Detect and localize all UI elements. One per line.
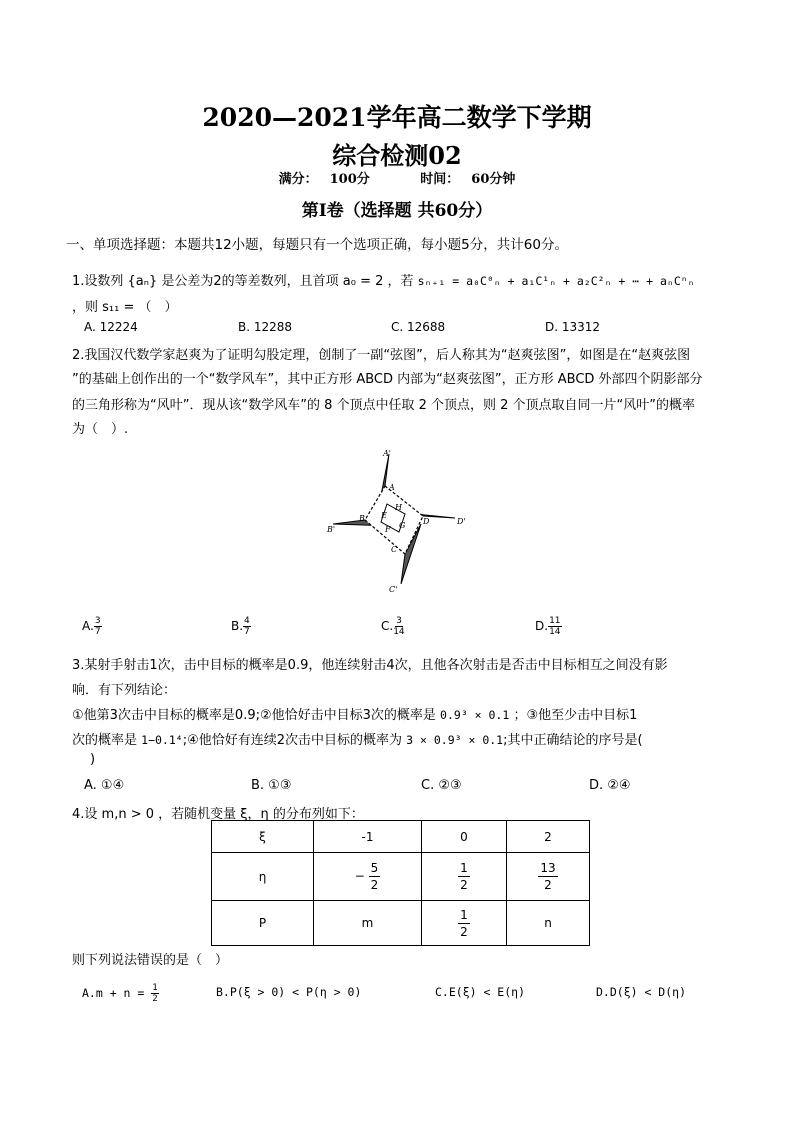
q3-option-c[interactable]: C. ②③ — [421, 778, 462, 793]
pinwheel-figure — [325, 448, 475, 596]
time-value: 60分钟 — [471, 172, 516, 187]
q4-option-a[interactable]: A.m + n = $\frac{1}{2}$ — [82, 983, 158, 1004]
q3-line1: 3.某射手射击1次，击中目标的概率是0.9，他连续射击4次，且他各次射击是否击中目标相互之间没有影 — [72, 658, 668, 673]
q1-stem — [72, 270, 695, 289]
table-cell: ξ — [212, 821, 314, 853]
q2-line2: ”的基础上创作出的一个“数学风车”，其中正方形 ABCD 内部为“赵爽弦图”，正方形 ABCD 外部四个阴影部分 — [72, 372, 703, 387]
label-a: A — [389, 483, 395, 492]
label-d: D — [423, 517, 430, 526]
table-cell: − $\frac{5}{2}$ — [314, 853, 422, 901]
table-cell: η — [212, 853, 314, 901]
time-label: 时间： — [420, 172, 460, 187]
q1-option-d[interactable]: D. 13312 — [545, 320, 601, 334]
title-line1: 2020—2021学年高二数学下学期 — [202, 103, 592, 132]
table-row-eta — [212, 853, 590, 901]
q1-tail: ，则 s₁₁ = （ ） — [72, 300, 178, 315]
q2-line1: 2.我国汉代数学家赵爽为了证明勾股定理，创制了一副“弦图”，后人称其为“赵爽弦图”，如图是在“赵爽弦图 — [72, 348, 691, 363]
label-e: E — [381, 511, 387, 520]
q4-option-c[interactable]: C.E(ξ) < E(η) — [435, 985, 526, 999]
section-heading: 一、单项选择题：本题共12小题，每题只有一个选项正确，每小题5分，共计60分。 — [66, 237, 568, 253]
table-cell: $\frac{1}{2}$ — [422, 853, 507, 901]
q4-question: 则下列说法错误的是（ ） — [72, 953, 229, 968]
q1-option-b[interactable]: B. 12288 — [238, 320, 293, 334]
table-cell: -1 — [314, 821, 422, 853]
table-cell: 0 — [422, 821, 507, 853]
q3-option-b[interactable]: B. ①③ — [251, 778, 292, 793]
table-cell: m — [314, 901, 422, 946]
q1-formula: sₙ₊₁ = a₀C⁰ₙ + a₁C¹ₙ + a₂C²ₙ + ⋯ + aₙCⁿₙ — [417, 274, 695, 288]
q3-option-d[interactable]: D. ②④ — [589, 778, 631, 793]
table-cell: $\frac{1}{2}$ — [422, 901, 507, 946]
label-a1: A' — [383, 449, 391, 458]
label-g: G — [399, 521, 406, 530]
table-row-xi — [212, 821, 590, 853]
q3-line3: ①他第3次击中目标的概率是0.9;②他恰好击中目标3次的概率是 0.9³ × 0.1 ；③他至少击中目标1 — [72, 708, 638, 723]
score-label: 满分： — [278, 172, 318, 187]
score-value: 100分 — [329, 172, 370, 187]
exam-meta — [0, 168, 794, 187]
label-c: C — [391, 545, 398, 554]
q4-option-d[interactable]: D.D(ξ) < D(η) — [596, 985, 687, 999]
q3-line5: ) — [90, 752, 96, 767]
q1-option-c[interactable]: C. 12688 — [391, 320, 446, 334]
label-f: F — [385, 525, 391, 534]
q4-lead: 4.设 m,n > 0 ，若随机变量 ξ，η 的分布列如下： — [72, 807, 364, 822]
q1-option-a[interactable]: A. 12224 — [84, 320, 138, 334]
q2-option-c[interactable]: C. $\frac{3}{14}$ — [381, 616, 405, 637]
table-row-p — [212, 901, 590, 946]
q3-line4: 次的概率是 1−0.1⁴;④他恰好有连续2次击中目标的概率为 3 × 0.9³ × 0.1;其中正确结论的序号是( — [72, 733, 643, 748]
q2-option-d[interactable]: D. $\frac{11}{14}$ — [535, 616, 561, 637]
q2-option-b[interactable]: B. $\frac{4}{7}$ — [231, 616, 250, 637]
label-c1: C' — [389, 585, 398, 594]
volume-heading: 第Ⅰ卷（选择题 共60分） — [301, 201, 493, 221]
table-cell: n — [507, 901, 590, 946]
title-line2: 综合检测02 — [332, 141, 462, 170]
label-b: B — [359, 514, 365, 523]
table-cell: 2 — [507, 821, 590, 853]
table-cell: $\frac{13}{2}$ — [507, 853, 590, 901]
label-b1: B' — [327, 525, 336, 534]
distribution-table — [211, 820, 590, 946]
q4-option-b[interactable]: B.P(ξ > 0) < P(η > 0) — [216, 985, 362, 999]
label-h: H — [395, 503, 402, 512]
q3-line2: 响．有下列结论： — [72, 683, 177, 698]
q2-option-a[interactable]: A. $\frac{3}{7}$ — [82, 616, 101, 637]
q2-line4: 为（ ）. — [72, 422, 129, 437]
q1-lead: 1.设数列 {aₙ} 是公差为2的等差数列，且首项 a₀ = 2 ，若 — [72, 274, 414, 289]
label-d1: D' — [457, 517, 466, 526]
table-cell: P — [212, 901, 314, 946]
q3-option-a[interactable]: A. ①④ — [84, 778, 125, 793]
q2-line3: 的三角形称为“风叶”．现从该“数学风车”的 8 个顶点中任取 2 个顶点，则 2 个顶点取自同一片“风叶”的概率 — [72, 398, 696, 413]
